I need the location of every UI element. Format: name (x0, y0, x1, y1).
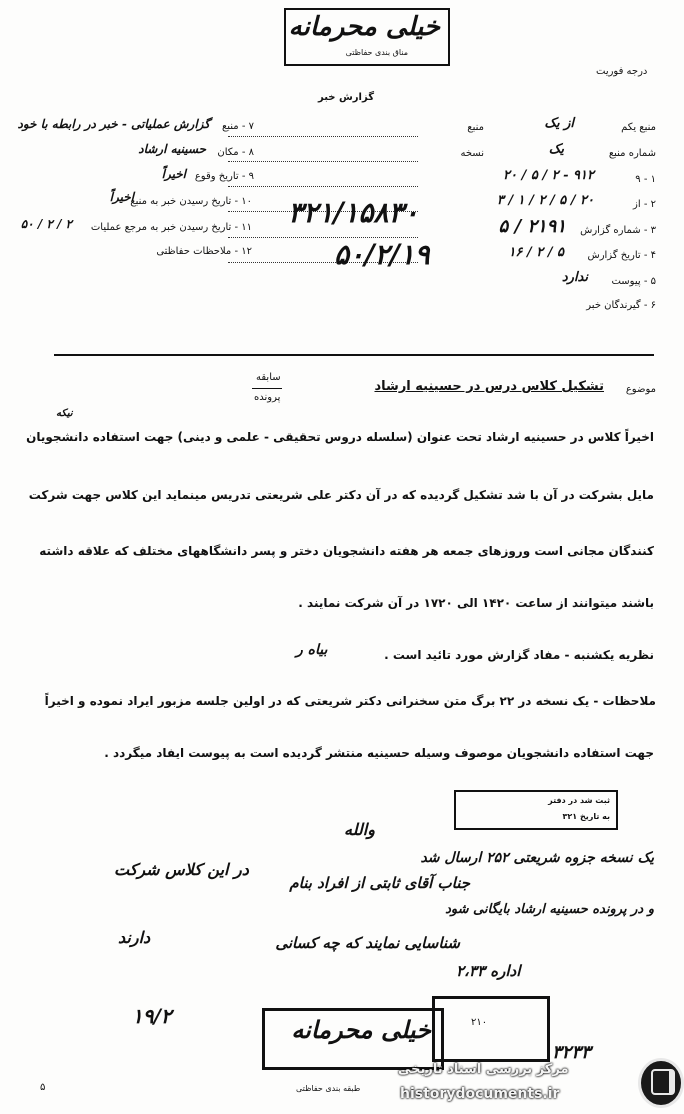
bottom-secret-stamp-text: خیلی محرمانه (291, 1015, 431, 1044)
handwritten-note-center-top: والله (344, 820, 375, 839)
file-label-left: پرونده (254, 392, 281, 403)
field-source-value: از یک (544, 116, 574, 131)
subject-value: تشکیل کلاس درس در حسینیه ارشاد (374, 379, 604, 394)
field-3-value: ۲۱۹۱ / ۵ (498, 216, 566, 237)
field-10-label: ۱۰ - تاریخ رسیدن خبر به منبع (130, 196, 252, 207)
handwritten-note-right-3: اداره ۲،۳۳ (456, 962, 521, 980)
field-9-value: اخیراً (161, 167, 186, 181)
handwritten-note-center-2: شناسایی نمایند که چه کسانی (275, 934, 460, 952)
body-line-1: اخیراً کلاس در حسینیه ارشاد تحت عنوان (سلسله دروس تحقیقی - علمی و دینی) جهت استفاده دانشجویان (26, 430, 654, 444)
field-5-label: ۵ - پیوست (611, 276, 656, 287)
opinion-text: نظریه یکشنبه - مفاد گزارش مورد تائید است . (384, 648, 654, 662)
field-2-value: ۲۰ / ۵ / ۲ / ۱ / ۳ (496, 193, 594, 208)
subject-label: موضوع (625, 384, 656, 395)
field-1-label: ۱ - ۹ (635, 174, 656, 185)
field-source-extra: منبع (467, 122, 484, 133)
opinion-signature: بیاه ر (296, 642, 328, 658)
field-7-label: ۷ - منبع (221, 121, 254, 132)
priority-label: درجه فوریت (596, 66, 648, 77)
field-source-number-extra: نسخه (460, 148, 484, 159)
handwritten-note-right-2: و در پرونده حسینیه ارشاد بایگانی شود (445, 902, 654, 917)
bottom-ref-number: ۳۲۳۳ (552, 1042, 591, 1063)
handwritten-number-2: ۵۰/۲/۱۹ (334, 238, 430, 271)
field-8-value: حسینیه ارشاد (138, 142, 206, 156)
field-source-label: منبع یکم (621, 122, 656, 133)
handwritten-note-left-2: دارند (118, 928, 151, 947)
top-stamp-subtext: مناق بندی حفاظتی (345, 48, 408, 57)
field-9-label: ۹ - تاریخ وقوع (194, 171, 254, 182)
top-secret-stamp (284, 8, 450, 66)
handwritten-note-left-3: ۱۹/۲ (132, 1004, 172, 1028)
field-4-label: ۴ - تاریخ گزارش (587, 250, 656, 261)
handwritten-number-1: ۳۲۱/۱۵۸۳۰ (288, 196, 419, 229)
body-line-2: مایل بشرکت در آن با شد تشکیل گردیده که در آن دکتر علی شریعتی تدریس مینماید این کلاس جهت شرکت (28, 488, 654, 502)
field-source-number-label: شماره منبع (608, 148, 656, 159)
watermark-url: historydocuments.ir (400, 1086, 560, 1102)
field-7-value: گزارش عملیاتی - خبر در رابطه با خود (17, 117, 210, 131)
field-2-label: ۲ - از (633, 199, 656, 210)
field-11-value: ۲ / ۲ / ۵۰ (20, 217, 72, 231)
bottom-number-box (432, 996, 550, 1062)
file-label-right: سابقه (256, 372, 281, 383)
field-6-label: ۶ - گیرندگان خبر (586, 300, 656, 311)
body-line-4: باشند میتوانند از ساعت ۱۴۲۰ الی ۱۷۲۰ در آن شرکت نمایند . (298, 596, 654, 610)
field-3-label: ۳ - شماره گزارش (580, 225, 656, 236)
bottom-left-mark: ۵ (40, 1082, 46, 1093)
receipt-stamp (454, 790, 618, 830)
report-type: گزارش خبر (318, 92, 375, 103)
handwritten-note-left-1: در این کلاس شرکت (114, 860, 249, 879)
receipt-stamp-line2: به تاریخ ۳۲۱ (562, 812, 610, 821)
handwritten-note-center-1: جناب آقای ثابتی از افراد بنام (289, 874, 470, 892)
marginal-note: نیکه (56, 408, 73, 419)
bottom-secret-stamp (262, 1008, 444, 1070)
body-line-3: کنندگان مجانی است وروزهای جمعه هر هفته دانشجویان دختر و پسر دانشگاههای مختلف که علاقه داشته (39, 544, 654, 558)
field-10-value: اخیراً (109, 190, 134, 204)
field-12-label: ۱۲ - ملاحظات حفاظتی (156, 246, 252, 257)
field-4-value: ۵ / ۲ / ۱۶ (508, 245, 564, 260)
field-11-label: ۱۱ - تاریخ رسیدن خبر به مرجع عملیات (90, 222, 252, 233)
header-divider (54, 354, 654, 356)
watermark-title: مرکز بررسی اسناد تاریخی (398, 1062, 569, 1077)
top-secret-stamp-text: خیلی محرمانه (288, 12, 440, 42)
bottom-stamp-subtext: طبقه بندی حفاظتی (296, 1084, 361, 1093)
field-5-value: ندارد (561, 270, 588, 285)
receipt-stamp-line1: ثبت شد در دفتر (548, 796, 610, 805)
handwritten-note-right-1: یک نسخه جزوه شریعتی ۲۵۲ ارسال شد (420, 850, 654, 866)
notes-line-1: ملاحظات - یک نسخه در ۲۲ برگ متن سخنرانی دکتر شریعتی که در اولین جلسه مزبور ایراد نموده و اخیراً (44, 694, 656, 708)
field-source-number-value: یک (548, 142, 564, 157)
bottom-box-value: ۲۱۰ (471, 1017, 488, 1028)
notes-line-2: جهت استفاده دانشجویان موصوف وسیله حسینیه منتشر گردیده است به پیوست ایفاد میگردد . (104, 746, 654, 760)
field-8-label: ۸ - مکان (217, 147, 254, 158)
watermark-logo-icon (638, 1058, 684, 1108)
field-1-value: ۹۱۲ - ۲ / ۵ / ۲۰ (503, 168, 594, 183)
